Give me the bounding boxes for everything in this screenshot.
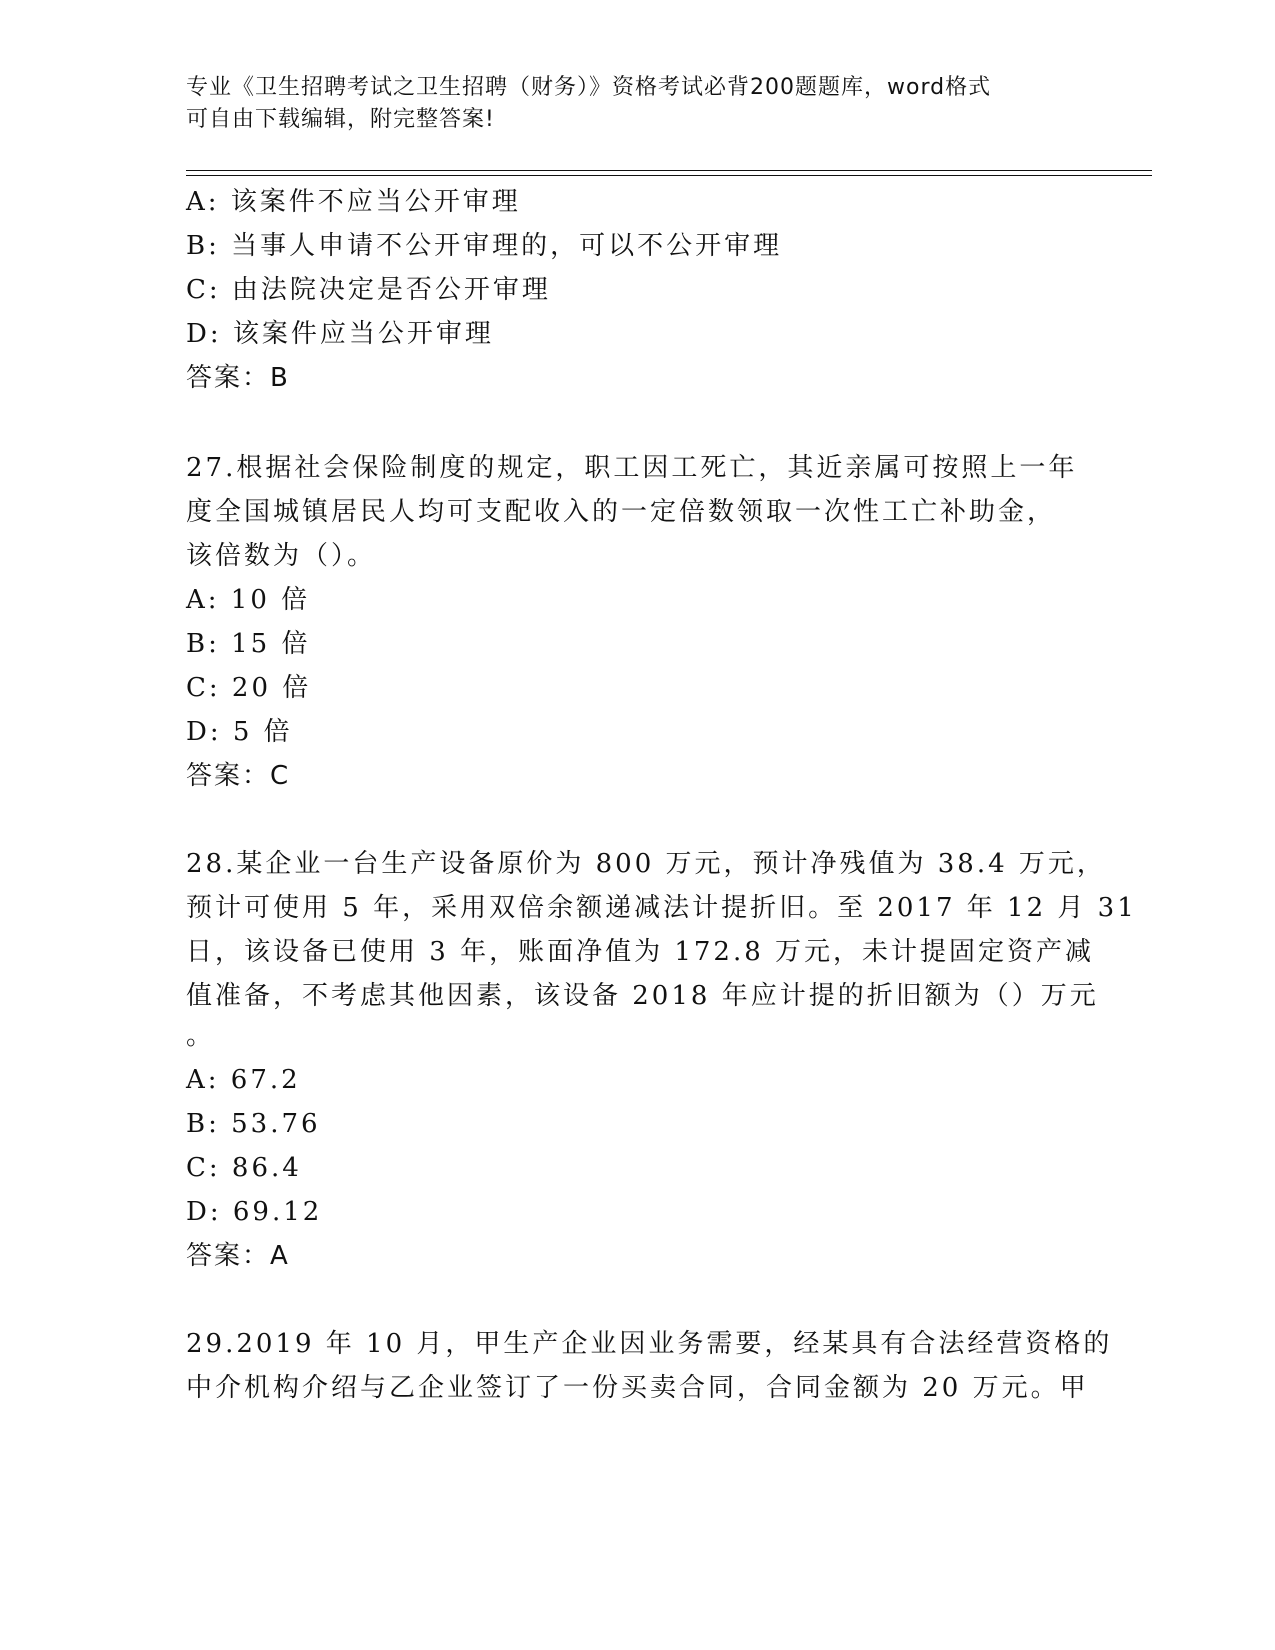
document-header	[186, 72, 1086, 136]
q27-option-c: C: 20 倍	[186, 673, 312, 703]
q28-stem-line-3: 日，该设备已使用 3 年，账面净值为 172.8 万元，未计提固定资产减	[186, 937, 1095, 967]
q27-option-a: A: 10 倍	[186, 585, 311, 615]
q29-stem-line-1: 29.2019 年 10 月，甲生产企业因业务需要，经某具有合法经营资格的	[186, 1329, 1113, 1359]
q28-stem-line-2: 预计可使用 5 年，采用双倍余额递减法计提折旧。至 2017 年 12 月 31	[186, 893, 1137, 923]
q28-stem-line-4: 值准备，不考虑其他因素，该设备 2018 年应计提的折旧额为（）万元	[186, 981, 1099, 1011]
q27-option-b: B: 15 倍	[186, 629, 311, 659]
q28-option-d: D: 69.12	[186, 1197, 323, 1227]
header-rule-bottom	[186, 175, 1152, 176]
q28-option-b: B: 53.76	[186, 1109, 321, 1139]
q28-option-a: A: 67.2	[186, 1065, 301, 1095]
q26-option-a: A: 该案件不应当公开审理	[186, 187, 521, 217]
q28-answer: 答案：A	[186, 1241, 290, 1271]
q27-stem-line-1: 27.根据社会保险制度的规定，职工因工死亡，其近亲属可按照上一年	[186, 453, 1078, 483]
q28-option-c: C: 86.4	[186, 1153, 302, 1183]
q26-option-c: C: 由法院决定是否公开审理	[186, 275, 551, 305]
q27-stem-line-3: 该倍数为（）。	[186, 541, 377, 571]
q28-stem-line-1: 28.某企业一台生产设备原价为 800 万元，预计净残值为 38.4 万元，	[186, 849, 1106, 879]
q26-answer: 答案：B	[186, 363, 290, 393]
q27-stem-line-2: 度全国城镇居民人均可支配收入的一定倍数领取一次性工亡补助金，	[186, 497, 1057, 527]
q29-stem-line-2: 中介机构介绍与乙企业签订了一份买卖合同，合同金额为 20 万元。甲	[186, 1373, 1089, 1403]
q27-option-d: D: 5 倍	[186, 717, 293, 747]
header-line-2: 可自由下载编辑，附完整答案!	[186, 107, 495, 132]
q26-option-b: B: 当事人申请不公开审理的，可以不公开审理	[186, 231, 783, 261]
q26-option-d: D: 该案件应当公开审理	[186, 319, 494, 349]
header-line-1: 专业《卫生招聘考试之卫生招聘（财务）》资格考试必背200题题库，word格式	[186, 75, 992, 100]
q28-stem-line-5: 。	[186, 1021, 216, 1051]
q27-answer: 答案：C	[186, 761, 291, 791]
header-rule-top	[186, 170, 1152, 171]
